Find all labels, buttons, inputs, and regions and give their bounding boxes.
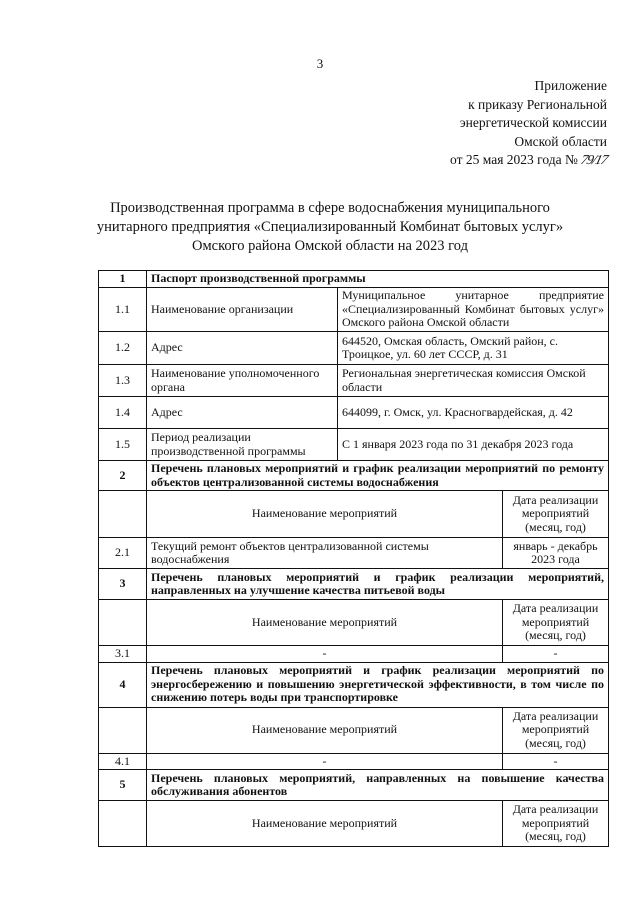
empty-cell <box>99 801 147 847</box>
row-number: 1.5 <box>99 429 147 461</box>
table-row <box>99 538 609 569</box>
table-header-row <box>99 801 609 847</box>
row-number: 1.1 <box>99 288 147 332</box>
row-number: 1.4 <box>99 397 147 429</box>
title-line: унитарного предприятия «Специализированный Комбинат бытовых услуг» <box>96 219 564 235</box>
row-value: 644099, г. Омск, ул. Красногвардейская, д. 42 <box>338 397 609 429</box>
program-table <box>98 270 609 847</box>
column-header-date: Дата реализации мероприятий (месяц, год) <box>503 491 609 538</box>
row-number: 1.2 <box>99 332 147 365</box>
row-value: С 1 января 2023 года по 31 декабря 2023 года <box>338 429 609 461</box>
row-name: - <box>147 646 503 663</box>
column-header-name: Наименование мероприятий <box>147 707 503 753</box>
row-value: 644520, Омская область, Омский район, с. Троицкое, ул. 60 лет СССР, д. 31 <box>338 332 609 365</box>
section-row <box>99 569 609 600</box>
section-number: 1 <box>99 271 147 288</box>
table-row <box>99 646 609 663</box>
section-title: Перечень плановых мероприятий, направленных на повышение качества обслуживания абонентов <box>147 770 609 801</box>
row-number: 2.1 <box>99 538 147 569</box>
table-row <box>99 288 609 332</box>
table-header-row <box>99 491 609 538</box>
table-header-row <box>99 600 609 646</box>
section-row <box>99 770 609 801</box>
section-number: 2 <box>99 461 147 491</box>
column-header-name: Наименование мероприятий <box>147 491 503 538</box>
row-label: Адрес <box>147 397 338 429</box>
title-line: Омского района Омской области на 2023 год <box>192 238 468 254</box>
row-value: Региональная энергетическая комиссия Омской области <box>338 365 609 397</box>
row-label: Наименование уполномоченного органа <box>147 365 338 397</box>
appendix-header <box>450 77 610 170</box>
row-label: Адрес <box>147 332 338 365</box>
row-name: Текущий ремонт объектов централизованной системы водоснабжения <box>147 538 503 569</box>
row-value: Муниципальное унитарное предприятие «Специализированный Комбинат бытовых услуг» Омского района Омской области <box>338 288 609 332</box>
row-number: 1.3 <box>99 365 147 397</box>
row-date: январь - декабрь 2023 года <box>503 538 609 569</box>
page-number: 3 <box>316 56 324 71</box>
column-header-date: Дата реализации мероприятий (месяц, год) <box>503 707 609 753</box>
section-number: 5 <box>99 770 147 801</box>
empty-cell <box>99 491 147 538</box>
appendix-date-line <box>450 151 610 170</box>
empty-cell <box>99 707 147 753</box>
table-row <box>99 332 609 365</box>
row-number: 3.1 <box>99 646 147 663</box>
section-row <box>99 271 609 288</box>
table-row <box>99 397 609 429</box>
row-label: Период реализации производственной программы <box>147 429 338 461</box>
order-number-handwritten: 79/17 <box>579 152 610 167</box>
column-header-date: Дата реализации мероприятий (месяц, год) <box>503 600 609 646</box>
document-title <box>60 199 600 256</box>
column-header-date: Дата реализации мероприятий (месяц, год) <box>503 801 609 847</box>
column-header-name: Наименование мероприятий <box>147 600 503 646</box>
row-number: 4.1 <box>99 753 147 770</box>
section-title: Паспорт производственной программы <box>147 271 609 288</box>
section-title: Перечень плановых мероприятий и график реализации мероприятий по ремонту объектов централизованной системы водоснабжения <box>147 461 609 491</box>
section-title: Перечень плановых мероприятий и график реализации мероприятий, направленных на улучшение качества питьевой воды <box>147 569 609 600</box>
appendix-line: к приказу Региональной <box>468 96 607 112</box>
section-number: 4 <box>99 662 147 707</box>
section-row <box>99 461 609 491</box>
row-date: - <box>503 646 609 663</box>
row-label: Наименование организации <box>147 288 338 332</box>
table-row <box>99 753 609 770</box>
table-row <box>99 365 609 397</box>
row-name: - <box>147 753 503 770</box>
title-line: Производственная программа в сфере водоснабжения муниципального <box>110 200 550 216</box>
appendix-line: Приложение <box>534 78 607 93</box>
table-row <box>99 429 609 461</box>
section-title: Перечень плановых мероприятий и график реализации мероприятий по энергосбережению и повышению энергетической эффективности, в том числе по снижению потерь воды при транспортировке <box>147 662 609 707</box>
row-date: - <box>503 753 609 770</box>
section-number: 3 <box>99 569 147 600</box>
column-header-name: Наименование мероприятий <box>147 801 503 847</box>
section-row <box>99 662 609 707</box>
empty-cell <box>99 600 147 646</box>
appendix-line: энергетической комиссии <box>459 115 607 130</box>
appendix-date: от 25 мая 2023 года № <box>450 152 578 167</box>
appendix-line: Омской области <box>514 133 607 149</box>
table-header-row <box>99 707 609 753</box>
